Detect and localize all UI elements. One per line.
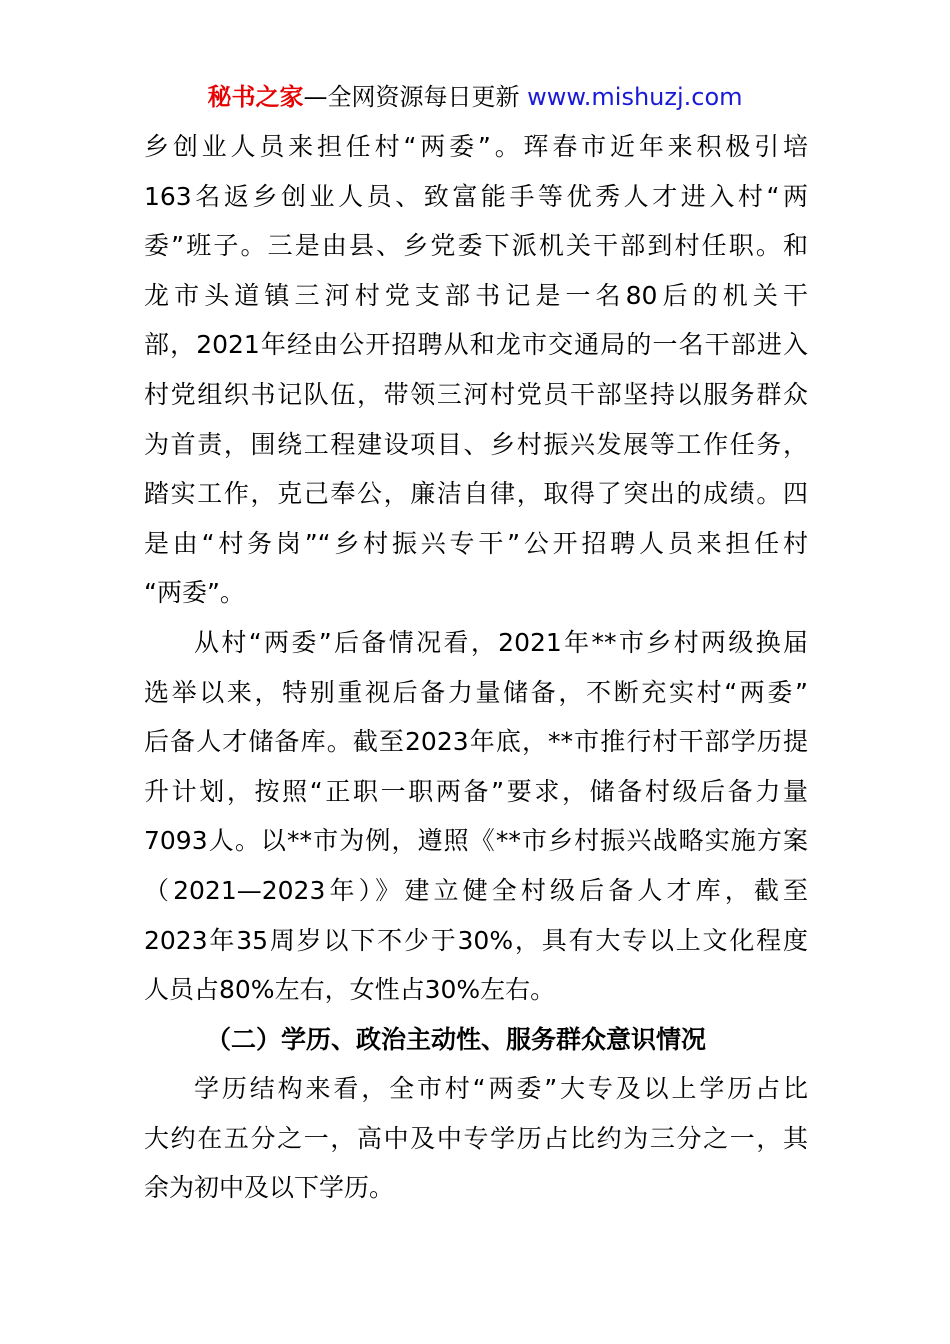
site-tagline: —全网资源每日更新 <box>303 83 528 111</box>
text-line: 是由“村务岗”“乡村振兴专干”公开招聘人员来担任村 <box>144 528 808 558</box>
paragraph-start-line: 从村“两委”后备情况看，2021年**市乡村两级换届 <box>194 627 808 657</box>
text-line: 选举以来，特别重视后备力量储备，不断充实村“两委” <box>144 677 808 707</box>
text-line: 163名返乡创业人员、致富能手等优秀人才进入村“两 <box>144 181 808 211</box>
text-line: 部，2021年经由公开招聘从和龙市交通局的一名干部进入 <box>144 330 808 360</box>
text-line: （2021—2023年）》建立健全村级后备人才库，截至 <box>144 875 808 905</box>
text-line: 为首责，围绕工程建设项目、乡村振兴发展等工作任务， <box>144 429 808 459</box>
site-header <box>0 80 950 114</box>
section-heading: （二）学历、政治主动性、服务群众意识情况 <box>206 1024 707 1054</box>
brand-name: 秘书之家 <box>207 83 304 111</box>
text-line: 升计划，按照“正职一职两备”要求，储备村级后备力量 <box>144 776 808 806</box>
text-line: 踏实工作，克己奉公，廉洁自律，取得了突出的成绩。四 <box>144 479 808 509</box>
paragraph-start-line: 学历结构来看，全市村“两委”大专及以上学历占比 <box>194 1074 808 1104</box>
text-line: 大约在五分之一，高中及中专学历占比约为三分之一，其 <box>144 1123 808 1153</box>
text-line: 后备人才储备库。截至2023年底，**市推行村干部学历提 <box>144 727 808 757</box>
text-line: “两委”。 <box>144 578 245 608</box>
text-line: 村党组织书记队伍，带领三河村党员干部坚持以服务群众 <box>144 379 808 409</box>
text-line: 龙市头道镇三河村党支部书记是一名80后的机关干 <box>144 280 808 310</box>
text-line: 余为初中及以下学历。 <box>144 1173 395 1203</box>
text-line: 乡创业人员来担任村“两委”。珲春市近年来积极引培 <box>144 132 808 161</box>
document-body <box>144 122 808 1213</box>
text-line: 7093人。以**市为例，遵照《**市乡村振兴战略实施方案 <box>144 826 808 856</box>
text-line: 委”班子。三是由县、乡党委下派机关干部到村任职。和 <box>144 231 808 261</box>
text-line: 人员占80%左右，女性占30%左右。 <box>144 975 556 1005</box>
text-line: 2023年35周岁以下不少于30%，具有大专以上文化程度 <box>144 925 808 955</box>
site-url-link[interactable]: www.mishuzj.com <box>527 83 743 111</box>
